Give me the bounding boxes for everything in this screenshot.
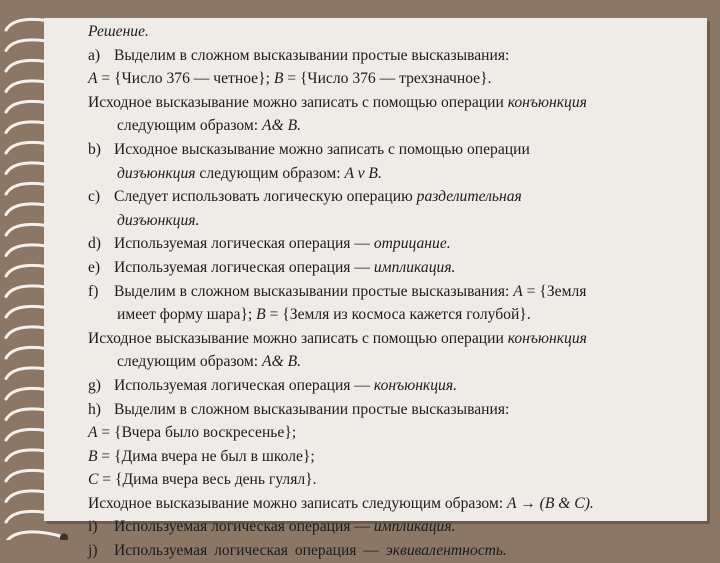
item-a: a) Выделим в сложном высказывании простые высказывания: [88, 46, 510, 64]
spiral-ring [6, 532, 62, 540]
item-h-c: C = {Дима вчера весь день гулял}. [88, 471, 317, 489]
item-a-vars: A = {Число 376 — четное}; B = {Число 376 — трехзначное}. [88, 70, 492, 88]
item-g: g) Используемая логическая операция — конъюнкция. [88, 376, 457, 394]
item-b-cont: дизъюнкция следующим образом: A v B. [117, 164, 382, 182]
item-c-cont: дизъюнкция. [117, 211, 200, 229]
item-f-conj-cont: следующим образом: A& B. [117, 353, 302, 371]
item-i: i) Используемая логическая операция — импликация. [88, 518, 456, 536]
item-h-expr: Исходное высказывание можно записать следующим образом: A → (B & C). [88, 494, 594, 512]
item-f-cont: имеет форму шара}; B = {Земля из космоса кажется голубой}. [117, 306, 531, 324]
item-h-b: B = {Дима вчера не был в школе}; [88, 447, 315, 465]
item-h: h) Выделим в сложном высказывании простые высказывания: [88, 400, 510, 418]
item-h-a: A = {Вчера было воскресенье}; [88, 424, 297, 442]
item-b: b) Исходное высказывание можно записать с помощью операции [88, 140, 530, 158]
solution-text [88, 20, 698, 563]
item-c: c) Следует использовать логическую операцию разделительная [88, 188, 522, 206]
item-d: d) Используемая логическая операция — отрицание. [88, 235, 451, 253]
item-a-conj-cont: следующим образом: A& B. [117, 117, 302, 135]
item-a-conj: Исходное высказывание можно записать с помощью операции конъюнкция [88, 93, 587, 111]
item-f-conj: Исходное высказывание можно записать с помощью операции конъюнкция [88, 329, 587, 347]
spiral-hole [60, 534, 68, 541]
item-e: e) Используемая логическая операция — импликация. [88, 258, 456, 276]
item-f: f) Выделим в сложном высказывании простые высказывания: A = {Земля [88, 282, 587, 300]
item-j: j) Используемая логическая операция — эквивалентность. [88, 542, 507, 560]
heading: Решение. [88, 23, 149, 40]
